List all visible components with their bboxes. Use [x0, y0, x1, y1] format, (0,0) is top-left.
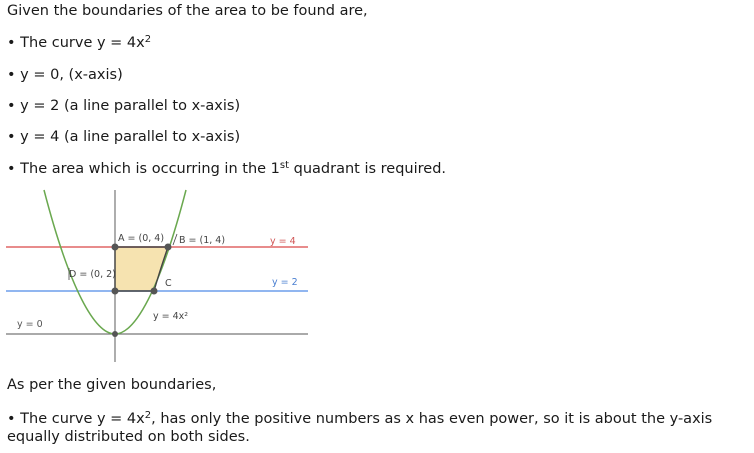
label-a: A = (0, 4) — [118, 233, 165, 244]
bullet-curve: • The curve $y = 4x^2$ — [7, 34, 152, 51]
point-b — [165, 244, 172, 251]
point-origin — [112, 331, 118, 337]
area-figure — [0, 185, 320, 365]
label-d: D = (0, 2) — [69, 269, 116, 280]
point-a — [112, 244, 119, 251]
bullet-x-axis: • y = 0, (x-axis) — [7, 67, 123, 83]
point-c — [151, 288, 158, 295]
bullet-y4: • y = 4 (a line parallel to x-axis) — [7, 129, 241, 145]
bullet-quadrant: • The area which is occurring in the 1st quadrant is required. — [7, 160, 447, 177]
label-b: B = (1, 4) — [179, 235, 226, 246]
after-figure-text: As per the given boundaries, — [7, 377, 217, 393]
label-c: C — [165, 278, 172, 289]
label-y2: y = 2 — [272, 277, 298, 288]
label-y4: y = 4 — [270, 236, 296, 247]
bullet-y2: • y = 2 (a line parallel to x-axis) — [7, 98, 241, 114]
point-d — [112, 288, 119, 295]
intro-text: Given the boundaries of the area to be found are, — [7, 3, 368, 19]
label-y0: y = 0 — [17, 319, 43, 330]
bullet-even-power: • The curve $y = 4x^2$, has only the positive numbers as x has even power, so it is about the y-axis equally distributed on both sides. — [7, 410, 713, 445]
label-curve: y = 4x² — [153, 311, 189, 322]
